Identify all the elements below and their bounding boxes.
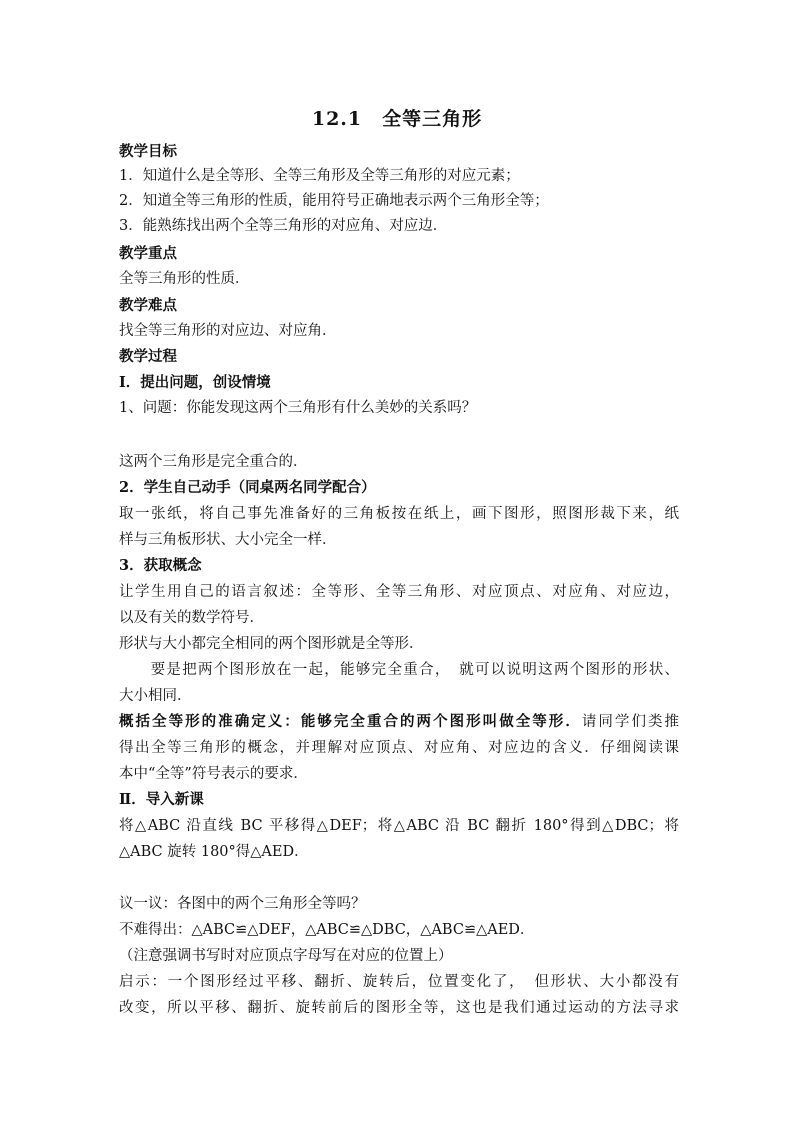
paragraph-line: 形状与大小都完全相同的两个图形就是全等形． [119,636,424,652]
paragraph-line: 样与三角板形状、大小完全一样． [119,532,337,548]
definition-line [119,709,679,735]
paragraph-line: 要是把两个图形放在一起，能够完全重合， 就可以说明这两个图形的形状、 [119,662,679,678]
paragraph-overlap: 这两个三角形是完全重合的． [119,454,308,470]
objective-2: 2．知道全等三角形的性质，能用符号正确地表示两个三角形全等； [119,193,549,209]
difficulty-text: 找全等三角形的对应边、对应角． [119,323,337,339]
paragraph-line: 启示：一个图形经过平移、翻折、旋转后，位置变化了， 但形状、大小都没有 [119,974,679,990]
heading-key-points: 教学重点 [119,245,177,262]
subheading-hands-on: 2．学生自己动手（同桌两名同学配合） [119,479,376,496]
heading-objectives: 教学目标 [119,143,177,160]
paragraph-line: 本中“全等”符号表示的要求． [119,766,308,782]
paragraph-line: 改变，所以平移、翻折、旋转前后的图形全等，这也是我们通过运动的方法寻求 [119,1000,679,1016]
question-1: 1、问题：你能发现这两个三角形有什么美妙的关系吗？ [119,400,477,416]
objective-3: 3．能熟练找出两个全等三角形的对应角、对应边． [119,218,448,234]
paragraph-line: 将△ABC 沿直线 BC 平移得△DEF；将△ABC 沿 BC 翻折 180°得到△DBC；将 [119,818,679,834]
paragraph-line: △ABC 旋转 180°得△AED． [119,844,309,860]
heading-difficulties: 教学难点 [119,297,177,314]
paragraph-line: （注意强调书写时对应顶点字母写在对应的位置上） [119,948,453,964]
paragraph-line: 取一张纸，将自己事先准备好的三角板按在纸上，画下图形，照图形裁下来，纸 [119,506,679,522]
section-1-heading: Ⅰ．提出问题，创设情境 [119,374,271,391]
paragraph-line: 让学生用自己的语言叙述：全等形、全等三角形、对应顶点、对应角、对应边， [119,584,679,600]
definition-rest: 请同学们类推 [581,714,680,730]
paragraph-line: 得出全等三角形的概念，并理解对应顶点、对应角、对应边的含义．仔细阅读课 [119,740,679,756]
paragraph-line: 大小相同． [119,688,192,704]
section-2-heading: Ⅱ．导入新课 [119,791,204,808]
objective-1: 1．知道什么是全等形、全等三角形及全等三角形的对应元素； [119,168,520,184]
paragraph-line: 不难得出：△ABC≌△DEF，△ABC≌△DBC，△ABC≌△AED． [119,922,535,938]
definition-bold: 概括全等形的准确定义：能够完全重合的两个图形叫做全等形． [119,713,582,730]
subheading-concept: 3．获取概念 [119,557,202,574]
key-point-text: 全等三角形的性质． [119,271,250,287]
page-title: 12.1 全等三角形 [311,108,483,130]
paragraph-line: 以及有关的数学符号． [119,610,264,626]
heading-process: 教学过程 [119,348,177,365]
paragraph-line: 议一议：各图中的两个三角形全等吗？ [119,896,366,912]
